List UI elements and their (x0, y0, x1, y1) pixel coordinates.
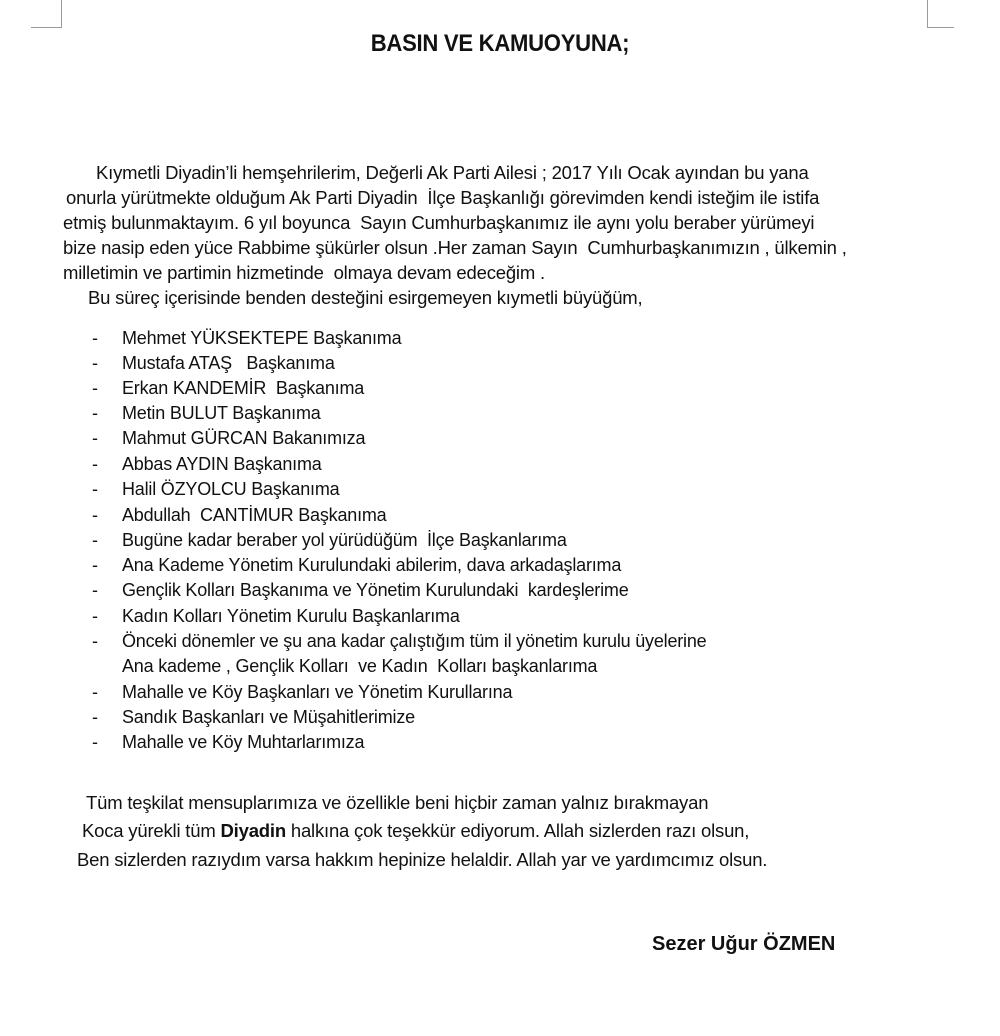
list-item-text: Abdullah CANTİMUR Başkanıma (122, 505, 387, 525)
list-bullet: - (92, 454, 98, 474)
page-corner-mark-top-left (31, 0, 62, 28)
list-item-text: Önceki dönemler ve şu ana kadar çalıştığım tüm il yönetim kurulu üyelerine (122, 631, 707, 651)
closing-bold-place-name: Diyadin (220, 820, 286, 841)
list-item-text: Mahalle ve Köy Muhtarlarımıza (122, 732, 365, 752)
list-item-text: Bugüne kadar beraber yol yürüdüğüm İlçe Başkanlarıma (122, 530, 567, 550)
intro-line: milletimin ve partimin hizmetinde olmaya devam edeceğim . (63, 262, 545, 283)
intro-line: onurla yürütmekte olduğum Ak Parti Diyadin İlçe Başkanlığı görevimden kendi isteğim ile istifa (66, 187, 820, 208)
closing-line: Tüm teşkilat mensuplarımıza ve özellikle beni hiçbir zaman yalnız bırakmayan (86, 792, 709, 813)
document-title: BASIN VE KAMUOYUNA; (370, 30, 630, 57)
list-item-text: Gençlik Kolları Başkanıma ve Yönetim Kurulundaki kardeşlerime (122, 580, 629, 600)
closing-line: Ben sizlerden razıydım varsa hakkım hepinize helaldir. Allah yar ve yardımcımız olsun. (77, 849, 768, 870)
list-bullet: - (92, 378, 98, 398)
list-bullet: - (92, 428, 98, 448)
list-bullet: - (92, 682, 98, 702)
list-bullet: - (92, 555, 98, 575)
list-bullet: - (92, 530, 98, 550)
list-item-text: Mustafa ATAŞ Başkanıma (122, 353, 335, 373)
list-bullet: - (92, 403, 98, 423)
list-item-text: Mahmut GÜRCAN Bakanımıza (122, 428, 366, 448)
list-bullet: - (92, 505, 98, 525)
list-item-text: Mehmet YÜKSEKTEPE Başkanıma (122, 328, 402, 348)
list-bullet: - (92, 631, 98, 651)
list-bullet: - (92, 479, 98, 499)
list-item-text: Halil ÖZYOLCU Başkanıma (122, 479, 340, 499)
list-bullet: - (92, 580, 98, 600)
list-bullet: - (92, 353, 98, 373)
closing-text: Koca yürekli tüm (82, 820, 221, 841)
closing-text: halkına çok teşekkür ediyorum. Allah sizlerden razı olsun, (285, 820, 750, 841)
page-corner-mark-top-right (927, 0, 954, 28)
closing-line (82, 820, 749, 842)
intro-line: etmiş bulunmaktayım. 6 yıl boyunca Sayın Cumhurbaşkanımız ile aynı yolu beraber yürümeyi (63, 212, 815, 233)
list-item-text: Ana Kademe Yönetim Kurulundaki abilerim, dava arkadaşlarıma (122, 555, 622, 575)
signature-name: Sezer Uğur ÖZMEN (652, 933, 836, 955)
list-bullet: - (92, 328, 98, 348)
list-item-text: Metin BULUT Başkanıma (122, 403, 321, 423)
list-bullet: - (92, 732, 98, 752)
list-item-text: Abbas AYDIN Başkanıma (122, 454, 322, 474)
list-item-text: Erkan KANDEMİR Başkanıma (122, 378, 365, 398)
list-item-text: Sandık Başkanları ve Müşahitlerimize (122, 707, 415, 727)
intro-line: Kıymetli Diyadin’li hemşehrilerim, Değerli Ak Parti Ailesi ; 2017 Yılı Ocak ayından bu yana (96, 162, 809, 183)
list-bullet: - (92, 606, 98, 626)
intro-line: bize nasip eden yüce Rabbime şükürler olsun .Her zaman Sayın Cumhurbaşkanımızın , ülkemin , (63, 237, 847, 258)
intro-line: Bu süreç içerisinde benden desteğini esirgemeyen kıymetli büyüğüm, (88, 287, 643, 308)
list-item-text: Kadın Kolları Yönetim Kurulu Başkanlarıma (122, 606, 460, 626)
list-item-text: Mahalle ve Köy Başkanları ve Yönetim Kurullarına (122, 682, 513, 702)
list-item-text: Ana kademe , Gençlik Kolları ve Kadın Kolları başkanlarıma (122, 656, 598, 676)
list-bullet: - (92, 707, 98, 727)
